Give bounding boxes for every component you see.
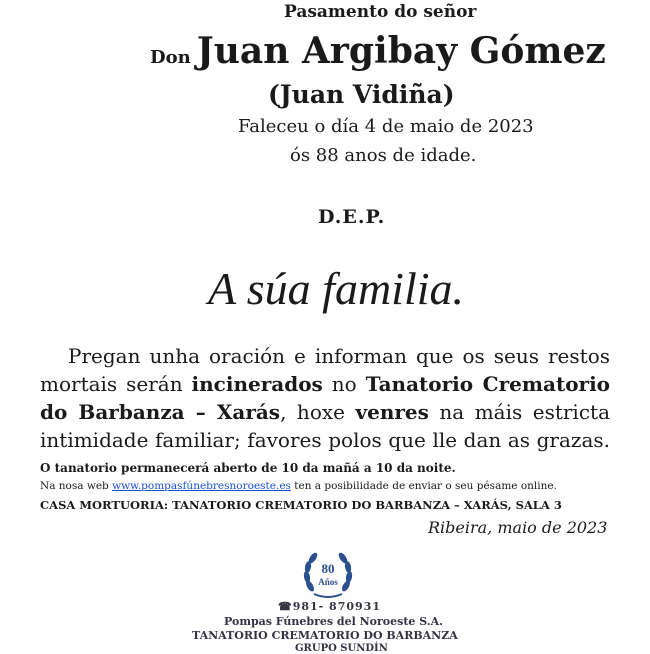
dep-text: D.E.P. <box>318 206 386 228</box>
body-text-1: Pregan unha oración e informan que os seus restos mortais serán <box>40 344 610 396</box>
deceased-name-line <box>150 30 606 72</box>
deceased-name: Juan Argibay Gómez <box>196 30 606 72</box>
company-tanatorio: TANATORIO CREMATORIO DO BARBANZA <box>192 629 458 642</box>
place-date: Ribeira, maio de 2023 <box>428 518 608 537</box>
logo-word: Años <box>318 577 338 587</box>
deceased-nickname: (Juan Vidiña) <box>268 80 455 109</box>
anniversary-logo <box>300 548 356 600</box>
header-title: Pasamento do señor <box>284 2 477 22</box>
web-prefix: Na nosa web <box>40 480 113 492</box>
casa-mortuoria: CASA MORTUORIA: TANATORIO CREMATORIO DO BARBANZA – XARÁS, SALA 3 <box>40 498 562 512</box>
body-bold-tanatorio: Tanatorio Crematorio do Barbanza – Xarás <box>40 372 611 424</box>
family-heading: A súa familia. <box>208 263 465 314</box>
name-prefix: Don <box>150 47 191 68</box>
web-line <box>40 480 557 492</box>
death-date: Faleceu o día 4 de maio de 2023 <box>238 116 534 137</box>
web-suffix: ten a posibilidade de enviar o seu pésame online. <box>290 480 557 492</box>
website-link[interactable]: www.pompasfúnebresnoroeste.es <box>112 480 291 492</box>
tanatorio-hours: O tanatorio permanecerá aberto de 10 da mañá a 10 da noite. <box>40 461 456 475</box>
logo-number: 80 <box>321 561 335 576</box>
laurel-wreath-icon <box>300 548 356 600</box>
body-text-2: no <box>322 372 366 396</box>
company-name: Pompas Fúnebres del Noroeste S.A. <box>224 615 443 628</box>
announcement-body <box>40 342 610 454</box>
footer-phone <box>278 600 381 613</box>
body-bold-incinerados: incinerados <box>191 372 323 396</box>
company-group: GRUPO SUNDÍN <box>295 643 388 654</box>
body-bold-venres: venres <box>355 400 429 424</box>
telephone-icon: ☎ <box>278 600 293 613</box>
body-text-4: na máis estricta intimidade familiar; favores polos que lle dan as grazas. <box>40 400 610 452</box>
body-text-3: , hoxe <box>280 400 356 424</box>
phone-number: 981- 870931 <box>292 600 381 613</box>
age-text: ós 88 anos de idade. <box>290 145 477 166</box>
